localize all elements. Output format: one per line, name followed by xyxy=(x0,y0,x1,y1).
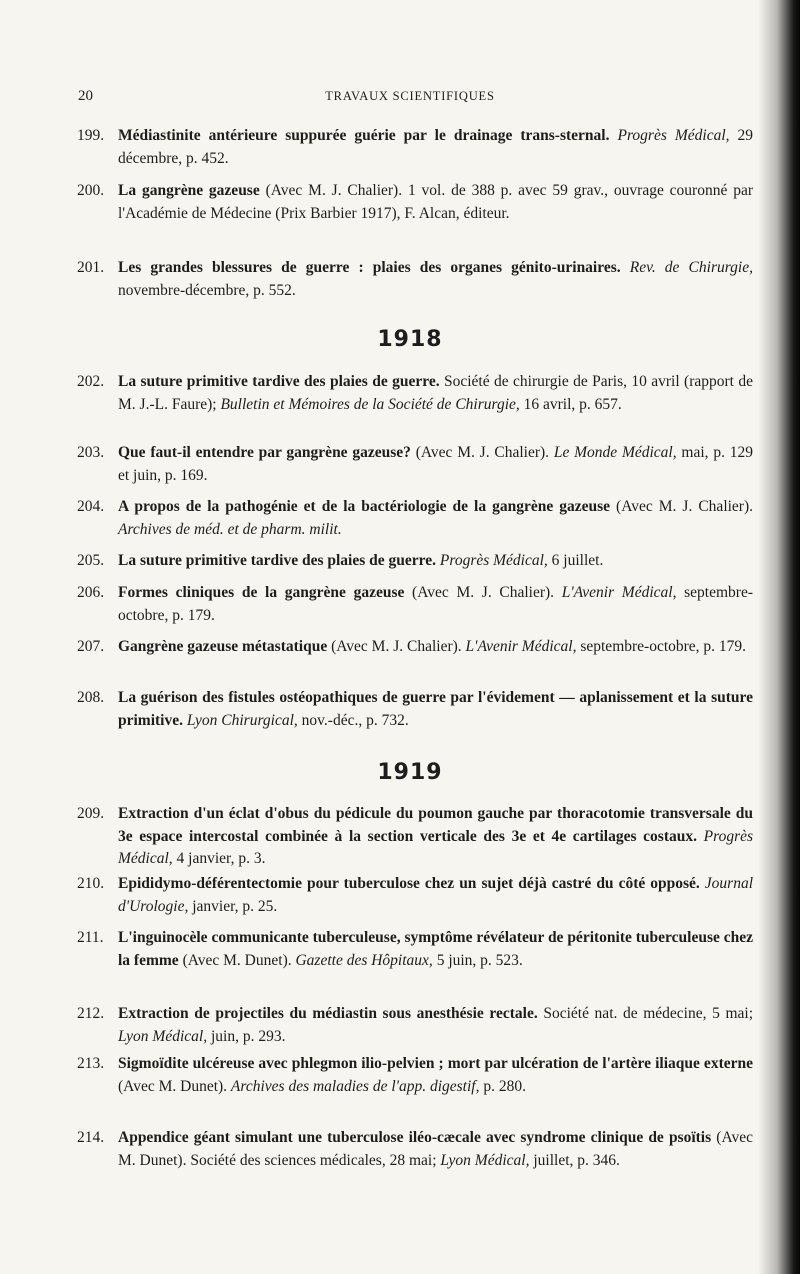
entry-journal: Progrès Médical, xyxy=(118,827,754,867)
entry-text xyxy=(118,442,753,487)
entry-title: Sigmoïdite ulcéreuse avec phlegmon ilio-pelvien ; mort par ulcération de l'artère iliaque externe xyxy=(118,1055,753,1072)
entry-title: Extraction de projectiles du médiastin sous anesthésie rectale. xyxy=(118,1005,538,1022)
entry-title: La guérison des fistules ostéopathiques de guerre par l'évidement — aplanissement et la suture primitive. xyxy=(118,689,753,729)
year-heading: 1919 xyxy=(377,760,443,785)
entry-journal: Journal d'Urologie, xyxy=(118,875,754,915)
entry-text xyxy=(118,125,753,170)
entry-number: 209. xyxy=(77,805,105,822)
entry-tail: juin, p. 293. xyxy=(207,1027,286,1045)
entry-journal: Bulletin et Mémoires de la Société de Chirurgie, xyxy=(220,395,520,413)
entry-journal: Lyon Médical, xyxy=(440,1151,530,1169)
entry-journal: L'Avenir Médical, xyxy=(561,584,677,601)
entry-text xyxy=(118,636,753,659)
entry-details: novembre-décembre, p. 552. xyxy=(118,281,296,299)
page-number: 20 xyxy=(78,88,93,104)
entry-journal: Gazette des Hôpitaux, xyxy=(295,951,433,969)
entry-text xyxy=(118,687,753,732)
entry-number: 201. xyxy=(77,259,105,276)
entry-title: Médiastinite antérieure suppurée guérie par le drainage trans-sternal. xyxy=(118,127,610,144)
entry-details: 29 décembre, p. 452. xyxy=(118,127,754,167)
entry-text xyxy=(118,927,753,972)
entry-title: Que faut-il entendre par gangrène gazeuse? xyxy=(118,444,411,461)
entry-journal: Archives des maladies de l'app. digestif, xyxy=(230,1077,480,1095)
entry-title: La suture primitive tardive des plaies de guerre. xyxy=(118,552,437,569)
entry-details: (Avec M. J. Chalier). xyxy=(410,444,550,461)
entry-number: 203. xyxy=(77,444,105,461)
entry-details: (Avec M. Dunet). xyxy=(178,951,292,969)
entry-number: 214. xyxy=(77,1129,105,1146)
entry-tail: nov.-déc., p. 732. xyxy=(297,711,409,729)
entry-number: 202. xyxy=(77,373,105,390)
page-binding-shadow xyxy=(758,0,800,1274)
entry-journal: Lyon Médical, xyxy=(118,1027,208,1045)
entry-tail: septembre-octobre, p. 179. xyxy=(576,638,747,655)
entry-tail: 6 juillet. xyxy=(547,552,604,569)
entry-number: 213. xyxy=(77,1055,105,1072)
entry-details: Société nat. de médecine, 5 mai; xyxy=(537,1005,754,1022)
entry-journal: Progrès Médical, xyxy=(617,127,730,144)
entry-tail: 4 janvier, p. 3. xyxy=(172,850,266,867)
entry-text xyxy=(118,873,753,918)
entry-text xyxy=(118,371,753,416)
entry-text xyxy=(118,803,753,871)
entry-text xyxy=(118,180,753,225)
entry-details: (Avec M. J. Chalier). xyxy=(327,638,462,655)
entry-details: (Avec M. J. Chalier). 1 vol. de 388 p. avec 59 grav., ouvrage couronné par l'Académie de Médecine (Prix Barbier 1917), F. Alcan, éditeur. xyxy=(118,182,753,222)
entry-number: 210. xyxy=(77,875,105,892)
entry-number: 206. xyxy=(77,584,105,601)
entry-title: La suture primitive tardive des plaies de guerre. xyxy=(118,373,440,390)
entry-number: 199. xyxy=(77,127,105,144)
entry-details: (Avec M. J. Chalier). xyxy=(610,498,754,515)
entry-text xyxy=(118,257,753,302)
entry-journal: Rev. de Chirurgie, xyxy=(629,259,753,276)
entry-journal: Le Monde Médical, xyxy=(553,444,677,461)
entry-details: (Avec M. J. Chalier). xyxy=(404,584,555,601)
entry-journal: L'Avenir Médical, xyxy=(465,638,577,655)
entry-title: Formes cliniques de la gangrène gazeuse xyxy=(118,584,405,601)
entry-tail: juillet, p. 346. xyxy=(529,1151,620,1169)
entry-title: Extraction d'un éclat d'obus du pédicule du poumon gauche par thoracotomie transversale du 3e espace intercostal combinée à la section verticale des 3e et 4e cartilages costaux. xyxy=(118,805,753,845)
entry-number: 207. xyxy=(77,638,105,655)
entry-text xyxy=(118,1053,753,1098)
entry-text xyxy=(118,1003,753,1048)
year-heading: 1918 xyxy=(377,327,443,352)
entry-details: Société de chirurgie de Paris, 10 avril (rapport de M. J.-L. Faure); xyxy=(118,373,753,413)
entry-title: A propos de la pathogénie et de la bactériologie de la gangrène gazeuse xyxy=(118,498,611,515)
entry-title: Les grandes blessures de guerre : plaies des organes génito-urinaires. xyxy=(118,259,621,276)
entry-title: Epididymo-déférentectomie pour tuberculose chez un sujet déjà castré du côté opposé. xyxy=(118,875,700,892)
entry-title: La gangrène gazeuse xyxy=(118,182,260,199)
running-title: TRAVAUX SCIENTIFIQUES xyxy=(325,89,495,103)
entry-tail: janvier, p. 25. xyxy=(188,897,278,915)
entry-tail: septembre-octobre, p. 179. xyxy=(118,584,753,624)
entry-details: (Avec M. Dunet). Société des sciences médicales, 28 mai; xyxy=(118,1129,753,1169)
entry-journal: Archives de méd. et de pharm. milit. xyxy=(118,520,342,538)
entry-text xyxy=(118,496,753,541)
entry-text xyxy=(118,550,753,573)
entry-number: 208. xyxy=(77,689,105,706)
entry-number: 200. xyxy=(77,182,105,199)
entry-tail: mai, p. 129 et juin, p. 169. xyxy=(118,444,754,484)
entry-details: (Avec M. Dunet). xyxy=(118,1077,228,1095)
entry-title: Appendice géant simulant une tuberculose iléo-cæcale avec syndrome clinique de psoïtis xyxy=(118,1129,712,1146)
entry-number: 205. xyxy=(77,552,105,569)
entry-journal: Lyon Chirurgical, xyxy=(186,711,298,729)
entry-number: 211. xyxy=(77,929,104,946)
entry-tail: p. 280. xyxy=(479,1077,526,1095)
entry-journal: Progrès Médical, xyxy=(439,552,548,569)
entry-title: Gangrène gazeuse métastatique xyxy=(118,638,328,655)
entry-text xyxy=(118,1127,753,1172)
entry-number: 204. xyxy=(77,498,105,515)
entry-tail: 5 juin, p. 523. xyxy=(432,951,523,969)
entry-number: 212. xyxy=(77,1005,105,1022)
entry-tail: 16 avril, p. 657. xyxy=(519,395,622,413)
entry-text xyxy=(118,582,753,627)
entry-title: L'inguinocèle communicante tuberculeuse, symptôme révélateur de péritonite tuberculeuse chez la femme xyxy=(118,929,753,969)
